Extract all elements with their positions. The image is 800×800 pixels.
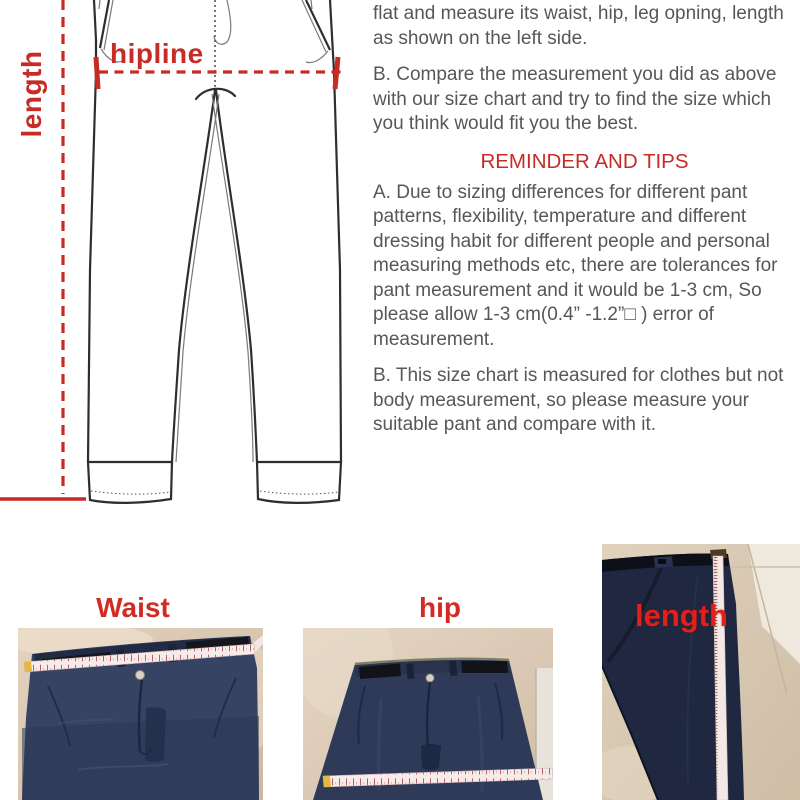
length-label: length xyxy=(16,50,47,138)
hip-measurement-photo xyxy=(303,628,553,800)
waist-measurement-photo xyxy=(18,628,263,800)
hipline-left-tick xyxy=(96,57,98,89)
length-measurement-photo xyxy=(602,544,800,800)
cuffs xyxy=(88,462,341,503)
tip-a-paragraph: A. Due to sizing differences for different pant patterns, flexibility, temperature and different dressing habit for different people and personal measuring methods etc, there are tolerances for pant measurement and it would be 1-3 cm, So please allow 1-3 cm(0.4” -1.2”□ ) error of measurement. xyxy=(373,181,778,350)
belt-loop xyxy=(449,661,457,677)
compare-paragraph: B. Compare the measurement you did as above with our size chart and try to find the size which you think would fit you the best. xyxy=(373,64,777,134)
pants-line-drawing xyxy=(0,0,375,540)
intro-paragraph: flat and measure its waist, hip, leg opning, length as shown on the left side. xyxy=(373,3,784,49)
hip-photo-label: hip xyxy=(419,592,461,623)
waist-clasp xyxy=(658,559,666,564)
waist-photo-label: Waist xyxy=(96,592,170,623)
pants-measurement-diagram xyxy=(0,0,375,540)
tip-b-paragraph: B. This size chart is measured for clothes but not body measurement, so please measure your suitable pant and compare with it. xyxy=(373,365,784,435)
tile-edge xyxy=(536,668,553,800)
pants-button xyxy=(426,674,434,682)
tape-end-tab xyxy=(24,662,32,673)
pants-button xyxy=(136,671,145,680)
measurement-lines xyxy=(0,0,341,499)
reminder-heading: REMINDER AND TIPS xyxy=(480,149,689,173)
hipline-label: hipline xyxy=(110,38,204,69)
tape-end-tab xyxy=(323,776,331,787)
length-photo-label: length xyxy=(635,598,728,633)
hipline-right-tick xyxy=(335,57,338,89)
measuring-instructions xyxy=(373,2,796,450)
